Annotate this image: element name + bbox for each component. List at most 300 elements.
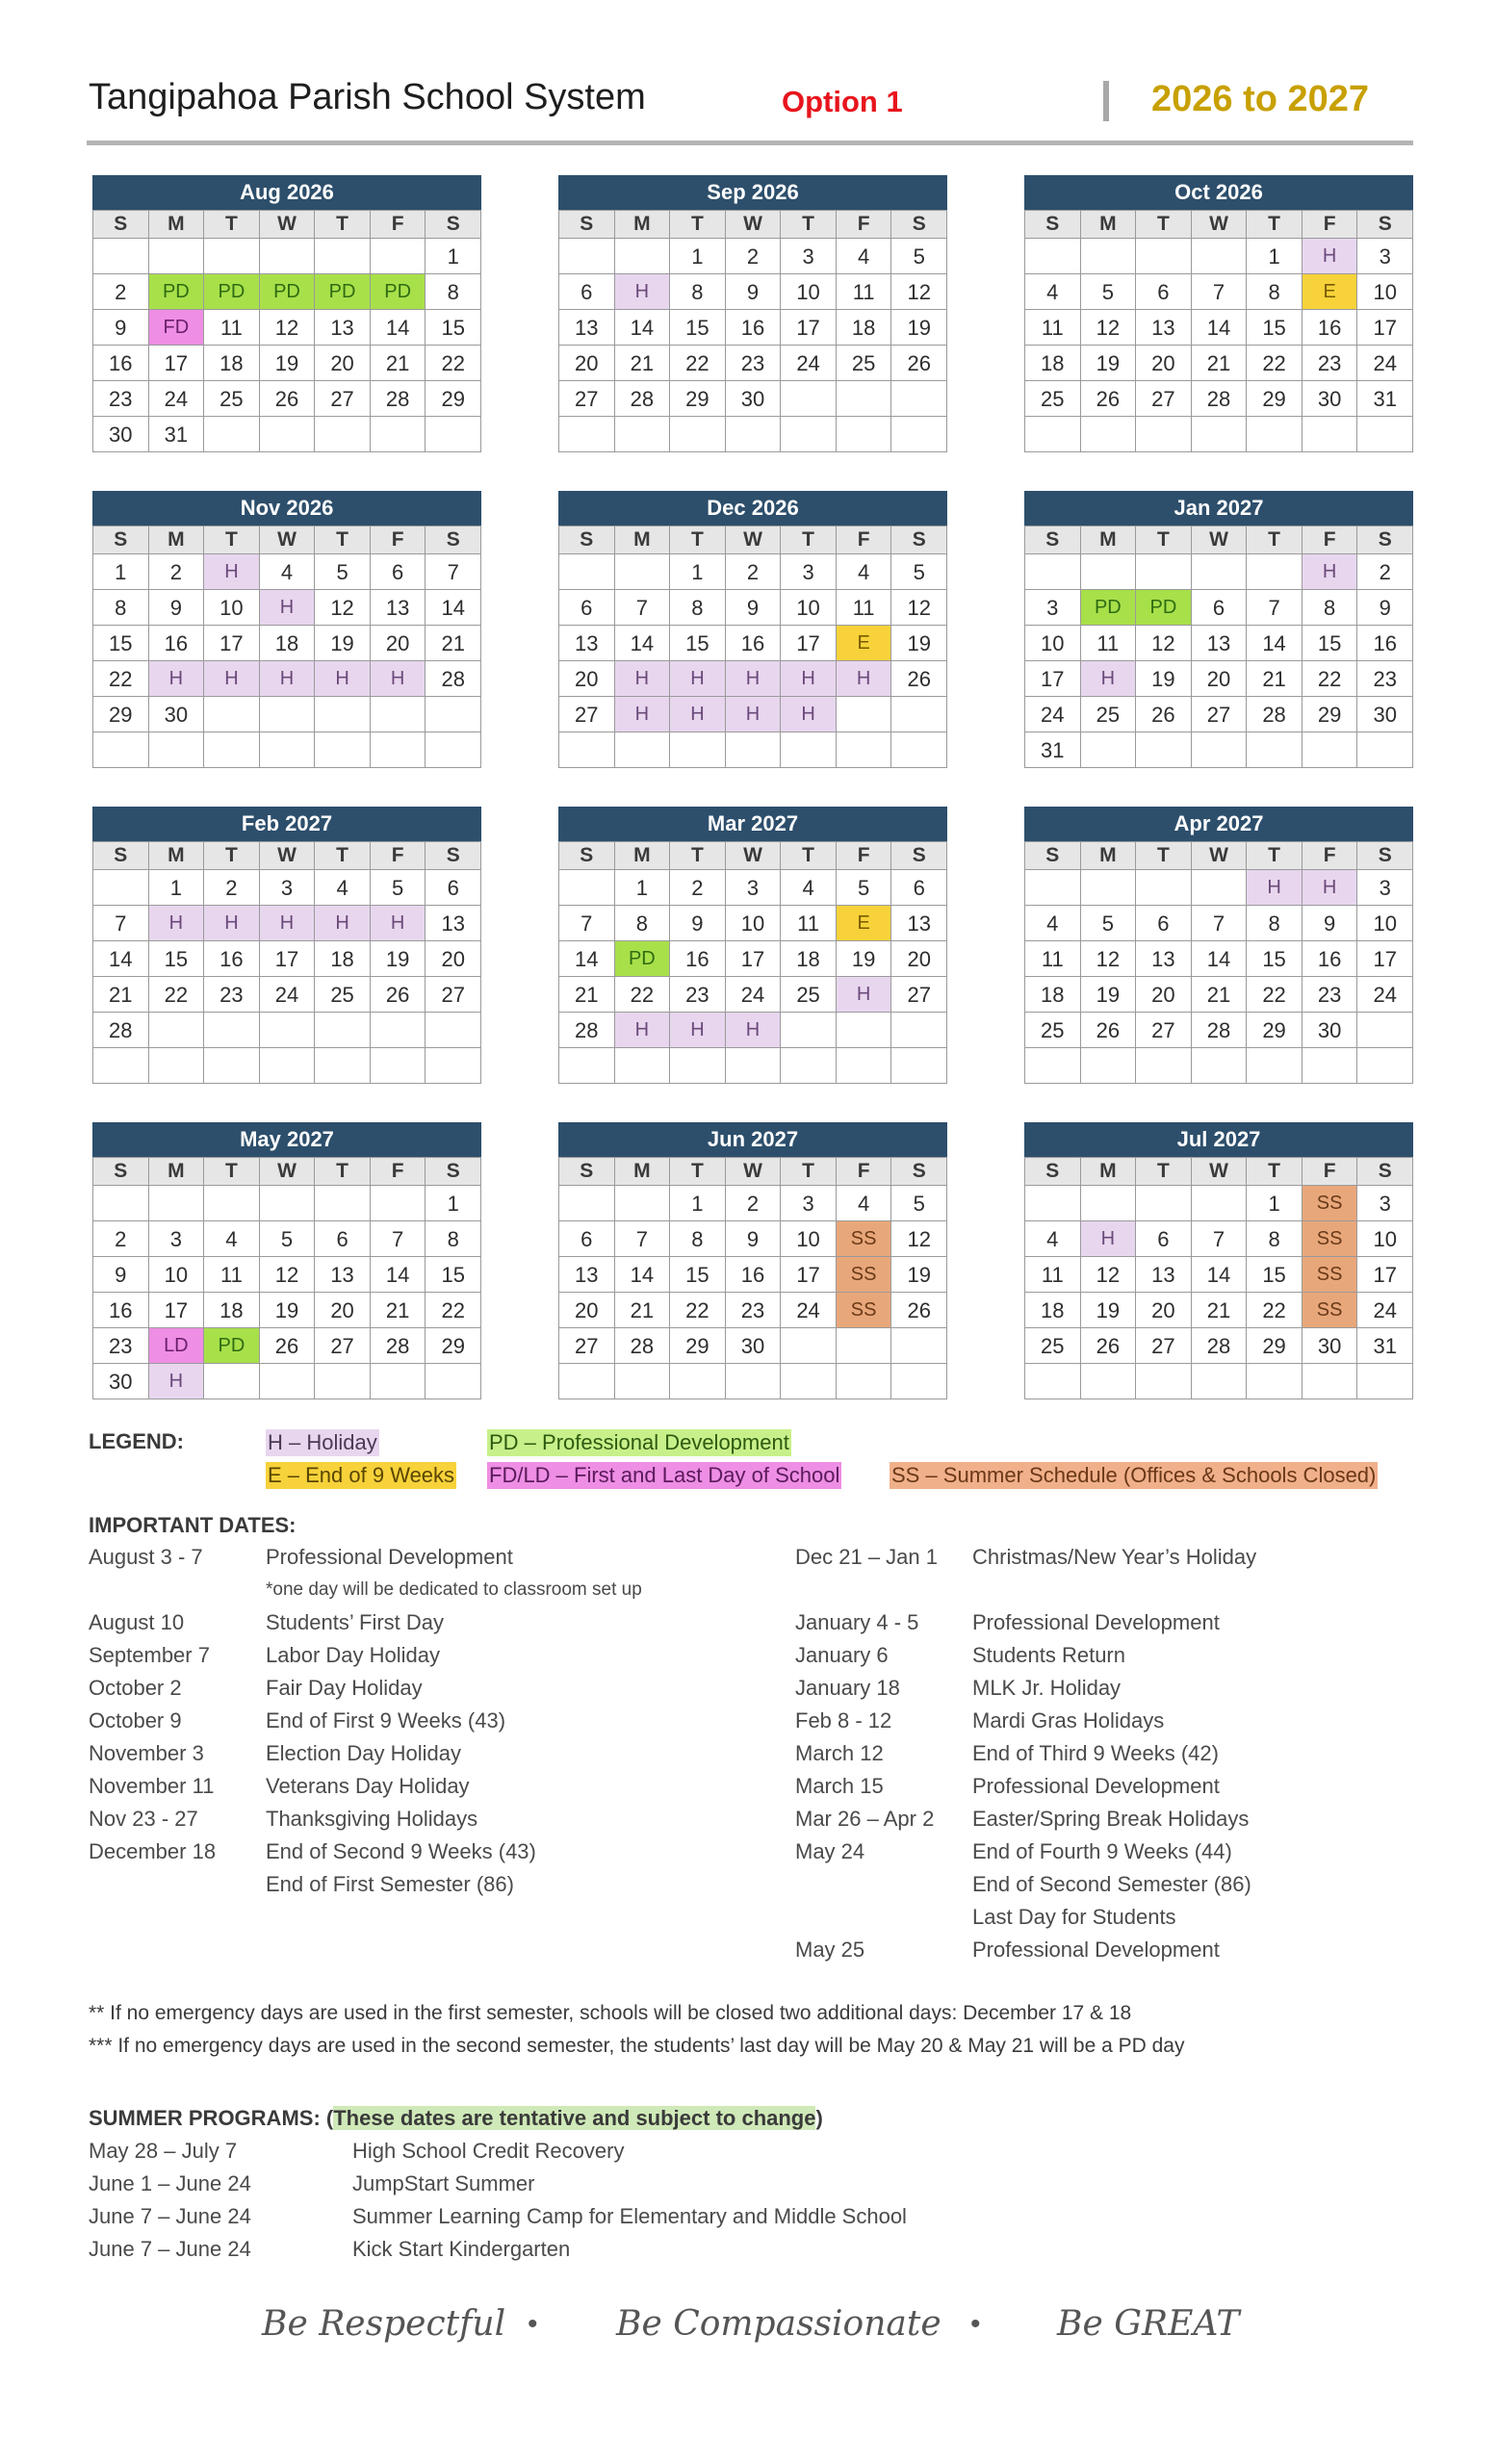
weekday-header: F [371,526,426,554]
day-cell [615,417,671,452]
day-cell [726,732,782,768]
day-cell: 20 [891,941,947,977]
day-cell: 9 [149,590,205,626]
day-cell: 12 [315,590,371,626]
day-cell-pd: PD [1136,590,1192,626]
day-cell: 12 [891,590,947,626]
day-cell: 13 [559,310,615,346]
summer-heading-close: ) [815,2106,823,2130]
important-date-right-10-event: Last Day for Students [972,1905,1176,1929]
day-cell: 10 [1357,906,1413,941]
day-cell: 17 [260,941,316,977]
page-title: Tangipahoa Parish School System [89,77,646,117]
day-cell: 5 [260,1221,316,1257]
day-cell: 17 [781,310,837,346]
day-cell: 15 [1247,941,1303,977]
day-cell-h: H [781,697,837,732]
important-date-left-10-event: End of First Semester (86) [266,1872,514,1896]
day-cell: 29 [1303,697,1358,732]
day-cell: 7 [559,906,615,941]
day-cell: 21 [1192,1293,1248,1328]
weekday-header: S [1357,211,1413,239]
day-cell [371,697,426,732]
weekday-header: S [1025,1158,1081,1186]
day-cell: 23 [1303,977,1358,1013]
day-cell: 11 [1025,941,1081,977]
day-cell [93,1048,149,1084]
day-cell [149,732,205,768]
weekday-header: S [559,526,615,554]
important-date-right-5-date: March 12 [795,1741,884,1765]
day-cell: 22 [426,1293,481,1328]
day-cell: 21 [615,346,671,381]
day-cell: 28 [1247,697,1303,732]
day-cell: 10 [1357,274,1413,310]
day-cell [670,1048,726,1084]
day-cell-h: H [260,590,316,626]
motto-separator-1: • [528,2308,538,2340]
day-cell: 7 [1192,1221,1248,1257]
weekday-header: F [1303,211,1358,239]
month-calendar [92,491,481,768]
weekday-header: F [837,1158,892,1186]
day-cell: 16 [93,1293,149,1328]
motto-respectful: Be Respectful [262,2304,506,2344]
weekday-header: T [781,211,837,239]
day-cell [260,732,316,768]
legend-summer-schedule: SS – Summer Schedule (Offices & Schools Closed) [891,1463,1377,1487]
day-cell: 14 [559,941,615,977]
month-calendar [558,491,947,768]
day-cell: 28 [371,1328,426,1364]
day-cell [891,381,947,417]
day-cell: 9 [726,590,782,626]
day-cell: 29 [426,381,481,417]
day-cell [559,1364,615,1399]
day-cell-h: H [781,661,837,697]
day-cell: 20 [371,626,426,661]
weekday-header: T [1247,842,1303,870]
day-cell: 11 [1025,1257,1081,1293]
important-date-left-3-event: Labor Day Holiday [266,1643,440,1667]
weekday-header: M [615,211,671,239]
day-cell: 15 [670,310,726,346]
important-date-right-7-event: Easter/Spring Break Holidays [972,1807,1250,1831]
day-cell [670,1364,726,1399]
day-cell [1303,732,1358,768]
day-cell [615,239,671,274]
day-cell [315,1048,371,1084]
month-calendar [1024,175,1413,452]
day-cell: 13 [1136,310,1192,346]
day-cell: 29 [93,697,149,732]
day-cell: 22 [1303,661,1358,697]
month-title: Jul 2027 [1024,1122,1413,1157]
day-cell: 16 [726,310,782,346]
important-dates-heading: IMPORTANT DATES: [89,1513,297,1537]
day-cell: 6 [315,1221,371,1257]
day-cell: 8 [1247,906,1303,941]
day-cell-h: H [204,661,260,697]
day-cell: 17 [204,626,260,661]
footnote-first-semester: ** If no emergency days are used in the first semester, schools will be closed two additional days: December 17 & 18 [89,2002,1132,2024]
day-cell-h: H [260,661,316,697]
day-cell-h: H [371,906,426,941]
day-cell: 24 [1357,1293,1413,1328]
day-cell: 30 [726,381,782,417]
day-cell: 22 [615,977,671,1013]
day-cell [891,417,947,452]
day-cell-pd: PD [204,274,260,310]
day-cell: 16 [726,626,782,661]
day-cell: 2 [670,870,726,906]
weekday-header: T [204,211,260,239]
day-cell: 3 [1025,590,1081,626]
weekday-header: T [1136,1158,1192,1186]
day-cell: 30 [1303,1013,1358,1048]
day-cell [559,417,615,452]
day-cell: 21 [371,1293,426,1328]
day-cell: 30 [149,697,205,732]
day-cell: 17 [149,1293,205,1328]
day-cell: 5 [891,1186,947,1221]
day-cell-ld: LD [149,1328,205,1364]
day-cell: 14 [615,1257,671,1293]
day-cell: 25 [1025,381,1081,417]
day-cell: 25 [1025,1328,1081,1364]
day-cell [93,239,149,274]
weekday-header: F [837,211,892,239]
weekday-header: T [781,526,837,554]
day-cell: 21 [1192,346,1248,381]
day-cell: 22 [670,1293,726,1328]
day-cell: 25 [315,977,371,1013]
day-cell [1357,1013,1413,1048]
day-cell [1192,1186,1248,1221]
day-cell: 27 [315,381,371,417]
day-cell: 6 [891,870,947,906]
day-cell: 16 [1303,310,1358,346]
day-cell [1081,1048,1137,1084]
month-calendar [1024,491,1413,768]
day-cell: 14 [93,941,149,977]
day-cell: 26 [260,381,316,417]
day-cell [781,1364,837,1399]
summer-item-3-date: June 7 – June 24 [89,2237,251,2261]
day-cell: 1 [93,554,149,590]
day-cell [426,1364,481,1399]
weekday-header: W [260,842,316,870]
day-cell: 1 [149,870,205,906]
day-cell: 9 [93,310,149,346]
day-cell: 12 [1081,310,1137,346]
day-cell: 14 [1192,1257,1248,1293]
month-day-grid [92,526,481,768]
day-cell: 3 [781,1186,837,1221]
summer-tentative-note: These dates are tentative and subject to change [333,2106,816,2130]
important-date-left-2-event: Students’ First Day [266,1610,445,1634]
day-cell: 6 [371,554,426,590]
weekday-header: S [891,211,947,239]
day-cell: 29 [1247,1013,1303,1048]
weekday-header: M [149,842,205,870]
day-cell-h: H [315,906,371,941]
month-day-grid [558,1157,947,1399]
day-cell: 26 [1081,1328,1137,1364]
day-cell: 18 [204,346,260,381]
day-cell: 17 [1357,941,1413,977]
month-calendar [558,175,947,452]
day-cell [260,1048,316,1084]
day-cell: 13 [1136,1257,1192,1293]
important-date-left-7-date: November 11 [89,1774,215,1798]
day-cell: 3 [149,1221,205,1257]
day-cell: 11 [204,310,260,346]
day-cell: 17 [1357,1257,1413,1293]
weekday-header: W [726,1158,782,1186]
day-cell: 6 [1136,274,1192,310]
day-cell: 14 [1247,626,1303,661]
day-cell: 14 [1192,941,1248,977]
day-cell-h: H [1081,1221,1137,1257]
day-cell [426,732,481,768]
day-cell: 2 [149,554,205,590]
day-cell-h: H [315,661,371,697]
day-cell: 21 [559,977,615,1013]
day-cell: 16 [1357,626,1413,661]
day-cell-h: H [726,697,782,732]
day-cell: 8 [426,274,481,310]
day-cell: 6 [426,870,481,906]
day-cell: 17 [781,1257,837,1293]
day-cell [315,1013,371,1048]
day-cell [93,870,149,906]
day-cell: 19 [891,310,947,346]
day-cell: 11 [837,274,892,310]
month-calendar [92,1122,481,1399]
day-cell-ss: SS [837,1221,892,1257]
day-cell [1136,732,1192,768]
day-cell-h: H [837,661,892,697]
day-cell: 5 [1081,906,1137,941]
day-cell [559,239,615,274]
weekday-header: T [1247,526,1303,554]
day-cell: 21 [93,977,149,1013]
month-day-grid [1024,526,1413,768]
important-date-left-0-event: Professional Development [266,1545,513,1569]
day-cell: 28 [371,381,426,417]
day-cell: 27 [1192,697,1248,732]
day-cell-ss: SS [1303,1293,1358,1328]
day-cell: 29 [426,1328,481,1364]
day-cell-pd: PD [315,274,371,310]
day-cell: 26 [1081,381,1137,417]
day-cell [149,1048,205,1084]
weekday-header: W [1192,211,1248,239]
day-cell: 8 [93,590,149,626]
day-cell: 23 [1357,661,1413,697]
day-cell: 19 [371,941,426,977]
important-date-left-6-event: Election Day Holiday [266,1741,461,1765]
day-cell: 28 [615,1328,671,1364]
day-cell: 10 [781,1221,837,1257]
weekday-header: F [371,1158,426,1186]
legend-professional-development: PD – Professional Development [489,1430,789,1454]
day-cell [149,239,205,274]
day-cell: 12 [891,274,947,310]
day-cell [559,1186,615,1221]
day-cell [1247,554,1303,590]
weekday-header: M [149,211,205,239]
day-cell: 3 [1357,870,1413,906]
day-cell [615,1186,671,1221]
day-cell: 28 [1192,381,1248,417]
day-cell: 19 [1136,661,1192,697]
day-cell: 2 [93,274,149,310]
day-cell: 1 [426,239,481,274]
day-cell: 18 [1025,977,1081,1013]
day-cell [93,732,149,768]
weekday-header: T [781,1158,837,1186]
footnote-second-semester: *** If no emergency days are used in the second semester, the students’ last day will be May 20 & May 21 will be a PD day [89,2035,1185,2057]
month-calendar [92,175,481,452]
day-cell [1081,417,1137,452]
weekday-header: W [726,211,782,239]
day-cell: 10 [204,590,260,626]
day-cell: 22 [1247,346,1303,381]
day-cell: 1 [426,1186,481,1221]
day-cell: 4 [260,554,316,590]
day-cell: 15 [1303,626,1358,661]
day-cell: 18 [1025,1293,1081,1328]
day-cell: 10 [781,590,837,626]
day-cell: 19 [1081,977,1137,1013]
day-cell-h: H [615,1013,671,1048]
day-cell-pd: PD [260,274,316,310]
day-cell [837,732,892,768]
day-cell-h: H [149,906,205,941]
day-cell [426,697,481,732]
day-cell-ss: SS [837,1257,892,1293]
important-date-right-0-event: Christmas/New Year’s Holiday [972,1545,1257,1569]
weekday-header: F [1303,1158,1358,1186]
important-date-right-2-date: January 6 [795,1643,889,1667]
day-cell [1081,870,1137,906]
weekday-header: S [559,211,615,239]
important-date-left-9-date: December 18 [89,1839,217,1863]
month-title: Apr 2027 [1024,807,1413,841]
day-cell [891,1048,947,1084]
day-cell [1247,732,1303,768]
month-title: May 2027 [92,1122,481,1157]
day-cell [1025,1186,1081,1221]
day-cell: 25 [781,977,837,1013]
day-cell [1247,417,1303,452]
day-cell: 12 [1081,1257,1137,1293]
day-cell [315,697,371,732]
summer-item-3-program: Kick Start Kindergarten [352,2237,571,2261]
day-cell: 13 [559,1257,615,1293]
important-date-left-7-event: Veterans Day Holiday [266,1774,470,1798]
day-cell: 29 [670,1328,726,1364]
day-cell: 30 [93,1364,149,1399]
day-cell [1136,1186,1192,1221]
day-cell: 4 [204,1221,260,1257]
day-cell: 4 [1025,274,1081,310]
day-cell [260,1364,316,1399]
month-day-grid [92,1157,481,1399]
day-cell: 31 [1025,732,1081,768]
day-cell: 29 [1247,381,1303,417]
day-cell: 10 [1357,1221,1413,1257]
day-cell: 14 [371,1257,426,1293]
day-cell [781,732,837,768]
day-cell: 25 [837,346,892,381]
day-cell: 12 [1081,941,1137,977]
weekday-header: W [1192,1158,1248,1186]
day-cell: 3 [1357,1186,1413,1221]
day-cell: 12 [1136,626,1192,661]
important-date-right-11-date: May 25 [795,1938,865,1962]
day-cell [1136,554,1192,590]
weekday-header: M [1081,211,1137,239]
weekday-header: S [559,1158,615,1186]
important-date-right-3-event: MLK Jr. Holiday [972,1676,1122,1700]
day-cell: 15 [670,1257,726,1293]
day-cell: 22 [426,346,481,381]
important-date-right-6-event: Professional Development [972,1774,1220,1798]
day-cell [1025,554,1081,590]
day-cell [1081,732,1137,768]
day-cell [1025,1048,1081,1084]
important-date-right-6-date: March 15 [795,1774,884,1798]
day-cell-h: H [204,906,260,941]
month-calendar [1024,807,1413,1084]
day-cell: 2 [93,1221,149,1257]
day-cell: 7 [426,554,481,590]
day-cell: 1 [670,554,726,590]
day-cell: 20 [559,346,615,381]
day-cell [559,1048,615,1084]
day-cell [204,239,260,274]
weekday-header: S [1357,1158,1413,1186]
day-cell-h: H [615,697,671,732]
day-cell: 4 [837,239,892,274]
day-cell: 13 [426,906,481,941]
weekday-header: M [615,842,671,870]
weekday-header: T [670,526,726,554]
header-rule [87,141,1413,145]
day-cell: 28 [426,661,481,697]
day-cell: 28 [93,1013,149,1048]
day-cell [891,697,947,732]
day-cell [559,870,615,906]
day-cell [315,1186,371,1221]
weekday-header: T [315,211,371,239]
day-cell: 10 [1025,626,1081,661]
weekday-header: T [670,842,726,870]
day-cell: 2 [726,1186,782,1221]
day-cell: 1 [670,1186,726,1221]
month-calendar [558,807,947,1084]
day-cell: 23 [726,1293,782,1328]
weekday-header: S [559,842,615,870]
motto-compassionate: Be Compassionate [616,2304,941,2344]
day-cell [781,1013,837,1048]
day-cell-h: H [670,697,726,732]
day-cell: 7 [1192,906,1248,941]
day-cell: 8 [1247,274,1303,310]
